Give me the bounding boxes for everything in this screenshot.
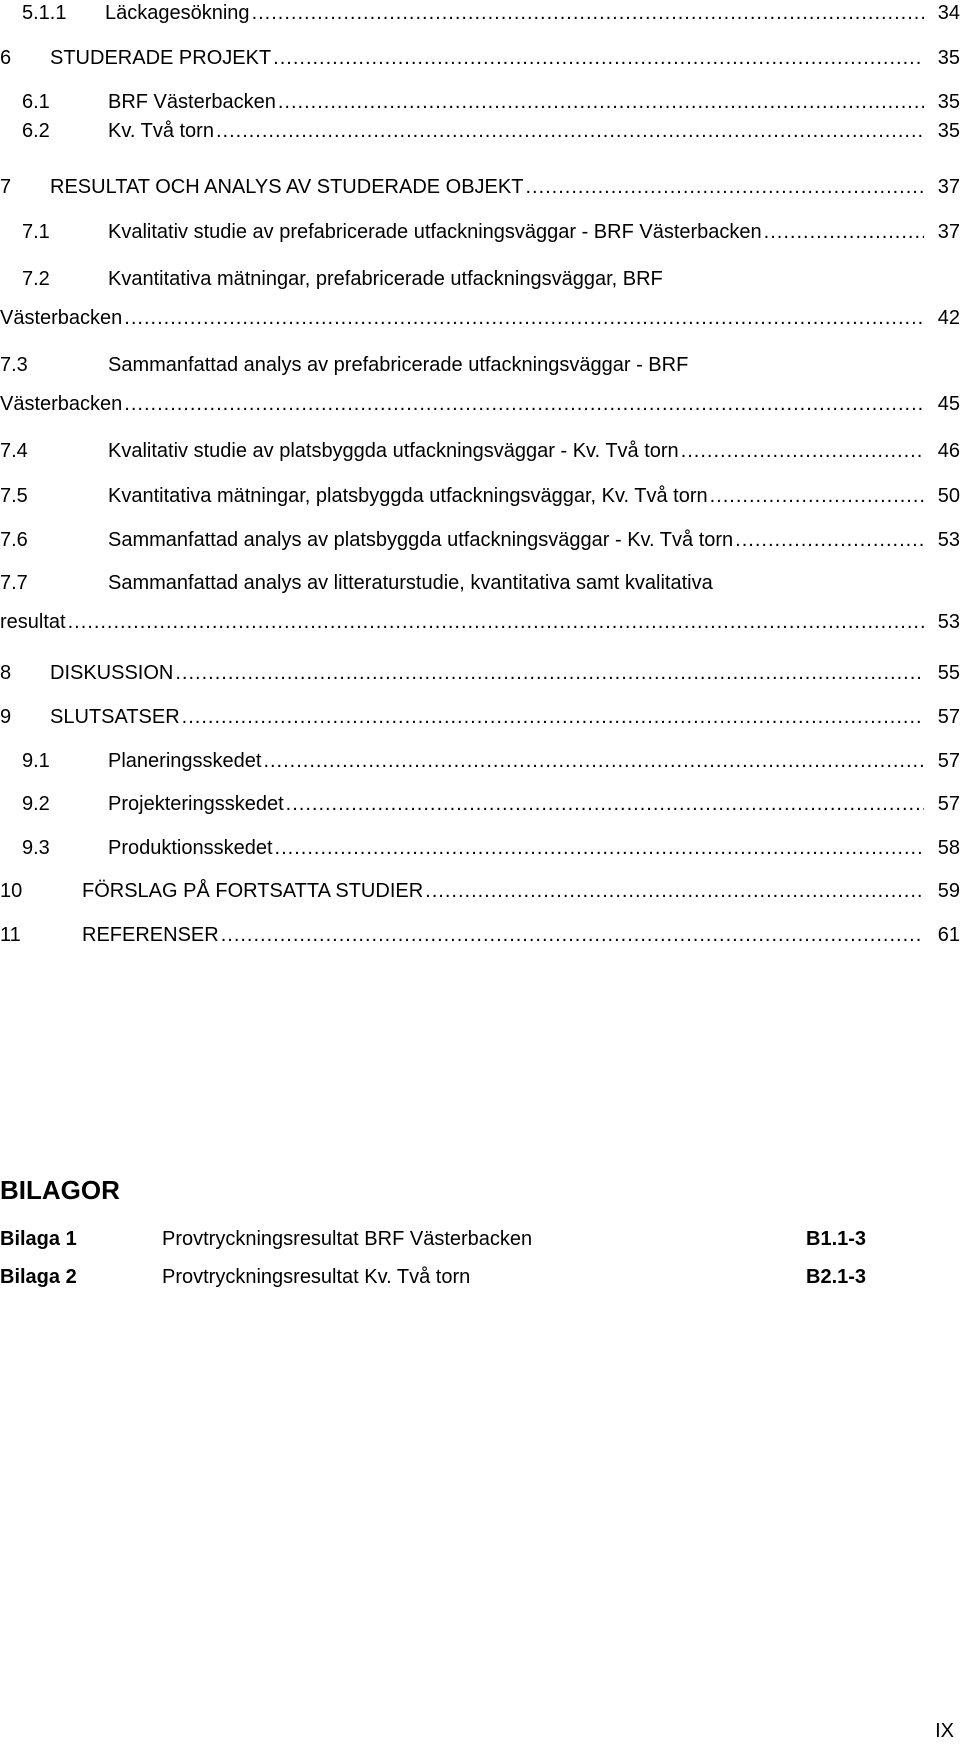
toc-entry-number: 7.1 [22, 221, 50, 243]
toc-entry-number: 10 [0, 880, 23, 902]
bilaga-row [0, 1226, 960, 1252]
toc-entry-page: 34 [937, 2, 960, 24]
toc-leader-dots [263, 748, 924, 774]
toc-entry-page: 42 [937, 307, 960, 329]
toc-entry-7-5[interactable] [0, 483, 960, 509]
bilaga-row [0, 1264, 960, 1290]
bilaga-description: Provtryckningsresultat BRF Västerbacken [162, 1228, 533, 1250]
bilaga-label: Bilaga 2 [0, 1266, 77, 1288]
toc-leader-dots [710, 483, 924, 509]
toc-entry-5-1-1[interactable] [0, 0, 960, 26]
toc-entry-7-3[interactable] [0, 352, 960, 415]
toc-entry-10[interactable] [0, 878, 960, 904]
toc-entry-title: Kvalitativ studie av platsbyggda utfackningsväggar - Kv. Två torn [108, 440, 679, 462]
toc-leader-dots [252, 0, 924, 26]
toc-entry-6-1[interactable] [0, 89, 960, 115]
toc-entry-page: 37 [937, 221, 960, 243]
toc-entry-title: Projekteringsskedet [108, 793, 284, 815]
toc-entry-title: DISKUSSION [50, 662, 174, 684]
toc-entry-title: Kvantitativa mätningar, platsbyggda utfackningsväggar, Kv. Två torn [108, 485, 708, 507]
toc-entry-title: Läckagesökning [105, 2, 250, 24]
page-number: IX [935, 1720, 954, 1742]
toc-entry-8[interactable] [0, 660, 960, 686]
toc-leader-dots [175, 660, 924, 686]
toc-entry-title: BRF Västerbacken [108, 91, 276, 113]
toc-entry-title-line1: Sammanfattad analys av prefabricerade utfackningsväggar - BRF [108, 354, 689, 376]
toc-entry-number: 6.2 [22, 120, 50, 142]
toc-entry-number: 11 [0, 924, 21, 946]
toc-entry-page: 35 [937, 47, 960, 69]
toc-entry-title: RESULTAT OCH ANALYS AV STUDERADE OBJEKT [50, 176, 524, 198]
toc-entry-title-line1: Kvantitativa mätningar, prefabricerade utfackningsväggar, BRF [108, 268, 663, 290]
toc-entry-7-7[interactable] [0, 570, 960, 633]
bilagor-heading: BILAGOR [0, 1175, 120, 1205]
toc-entry-page: 61 [937, 924, 960, 946]
toc-entry-9-3[interactable] [0, 835, 960, 861]
toc-leader-dots [278, 89, 924, 115]
toc-entry-9-1[interactable] [0, 748, 960, 774]
toc-leader-dots [525, 174, 924, 200]
toc-entry-number: 7.2 [22, 268, 50, 290]
toc-leader-dots [216, 118, 924, 144]
toc-entry-title: Produktionsskedet [108, 837, 273, 859]
toc-entry-page: 57 [937, 750, 960, 772]
toc-entry-number: 8 [0, 662, 12, 684]
toc-entry-number: 6 [0, 47, 12, 69]
toc-entry-title: SLUTSATSER [50, 706, 180, 728]
toc-entry-page: 50 [937, 485, 960, 507]
toc-leader-dots [273, 45, 924, 71]
toc-entry-page: 37 [937, 176, 960, 198]
toc-entry-page: 53 [937, 611, 960, 633]
toc-leader-dots [681, 438, 924, 464]
toc-entry-page: 35 [937, 91, 960, 113]
toc-entry-title: Planeringsskedet [108, 750, 262, 772]
toc-leader-dots [182, 704, 924, 730]
toc-entry-page: 35 [937, 120, 960, 142]
toc-entry-7-6[interactable] [0, 527, 960, 553]
toc-entry-title-line2: resultat [0, 611, 66, 633]
toc-entry-number: 5.1.1 [22, 2, 67, 24]
toc-entry-11[interactable] [0, 922, 960, 948]
toc-entry-7-2[interactable] [0, 266, 960, 329]
toc-entry-9-2[interactable] [0, 791, 960, 817]
toc-entry-title: Kvalitativ studie av prefabricerade utfackningsväggar - BRF Västerbacken [108, 221, 762, 243]
bilaga-description: Provtryckningsresultat Kv. Två torn [162, 1266, 471, 1288]
toc-entry-title: STUDERADE PROJEKT [50, 47, 272, 69]
toc-entry-title-line2: Västerbacken [0, 307, 123, 329]
toc-entry-page: 57 [937, 706, 960, 728]
toc-entry-number: 7.4 [0, 440, 28, 462]
bilaga-code: B2.1-3 [806, 1266, 867, 1288]
toc-entry-number: 7.6 [0, 529, 28, 551]
toc-entry-title: Sammanfattad analys av platsbyggda utfackningsväggar - Kv. Två torn [108, 529, 734, 551]
toc-entry-page: 46 [937, 440, 960, 462]
bilaga-label: Bilaga 1 [0, 1228, 77, 1250]
toc-entry-page: 58 [937, 837, 960, 859]
toc-entry-7[interactable] [0, 174, 960, 200]
toc-leader-dots [275, 835, 924, 861]
toc-entry-page: 59 [937, 880, 960, 902]
toc-entry-number: 6.1 [22, 91, 50, 113]
toc-entry-number: 7.5 [0, 485, 28, 507]
toc-entry-title: REFERENSER [82, 924, 219, 946]
toc-entry-9[interactable] [0, 704, 960, 730]
toc-entry-number: 9.1 [22, 750, 50, 772]
toc-entry-page: 57 [937, 793, 960, 815]
toc-entry-6-2[interactable] [0, 118, 960, 144]
toc-entry-number: 7.7 [0, 572, 28, 594]
toc-leader-dots [124, 391, 924, 417]
toc-entry-title: Kv. Två torn [108, 120, 214, 142]
toc-leader-dots [425, 878, 924, 904]
toc-leader-dots [221, 922, 924, 948]
toc-entry-title-line1: Sammanfattad analys av litteraturstudie, kvantitativa samt kvalitativa [108, 572, 713, 594]
toc-leader-dots [764, 219, 924, 245]
toc-entry-title-line2: Västerbacken [0, 393, 123, 415]
toc-entry-page: 53 [937, 529, 960, 551]
toc-entry-7-1[interactable] [0, 219, 960, 245]
toc-entry-6[interactable] [0, 45, 960, 71]
toc-leader-dots [124, 305, 924, 331]
toc-entry-number: 7.3 [0, 354, 28, 376]
toc-entry-page: 55 [937, 662, 960, 684]
toc-entry-7-4[interactable] [0, 438, 960, 464]
toc-leader-dots [735, 527, 924, 553]
toc-entry-title: FÖRSLAG PÅ FORTSATTA STUDIER [82, 880, 424, 902]
toc-entry-number: 7 [0, 176, 12, 198]
toc-leader-dots [68, 609, 924, 635]
toc-entry-number: 9 [0, 706, 12, 728]
toc-entry-page: 45 [937, 393, 960, 415]
toc-entry-number: 9.3 [22, 837, 50, 859]
toc-leader-dots [286, 791, 924, 817]
bilaga-code: B1.1-3 [806, 1228, 867, 1250]
toc-entry-number: 9.2 [22, 793, 50, 815]
